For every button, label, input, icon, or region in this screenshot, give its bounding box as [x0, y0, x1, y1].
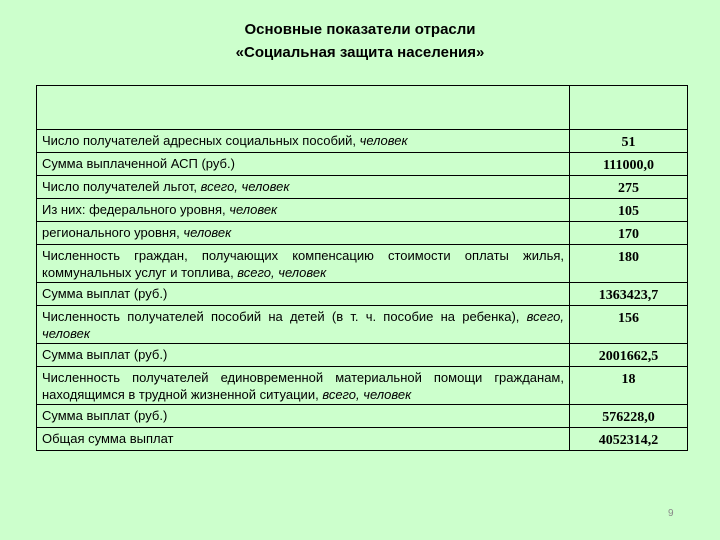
title-line-2: «Социальная защита населения»	[235, 44, 485, 61]
row-label: Сумма выплаченной АСП (руб.)	[37, 153, 570, 176]
row-label: Численность получателей пособий на детей (в т. ч. пособие на ребенка), всего, человек	[37, 306, 570, 344]
row-value: 156	[570, 306, 688, 344]
row-value: 576228,0	[570, 405, 688, 428]
page-number: 9	[668, 508, 674, 519]
row-value: 275	[570, 176, 688, 199]
row-unit: всего, человек	[237, 265, 327, 280]
row-value: 18	[570, 367, 688, 405]
row-unit: человек	[183, 225, 232, 240]
table-row	[37, 306, 688, 344]
row-value: 2001662,5	[570, 344, 688, 367]
row-value: 105	[570, 199, 688, 222]
header-cell-value	[570, 86, 688, 130]
row-value: 4052314,2	[570, 428, 688, 451]
table-row	[37, 130, 688, 153]
row-label: Число получателей адресных социальных пособий, человек	[37, 130, 570, 153]
table-row	[37, 222, 688, 245]
table-row	[37, 245, 688, 283]
row-label: Из них: федерального уровня, человек	[37, 199, 570, 222]
table-row	[37, 344, 688, 367]
row-value: 1363423,7	[570, 283, 688, 306]
row-value: 180	[570, 245, 688, 283]
table-row	[37, 283, 688, 306]
row-unit: всего, человек	[322, 387, 412, 402]
row-unit: всего, человек	[42, 309, 564, 341]
row-label: Общая сумма выплат	[37, 428, 570, 451]
row-label: Сумма выплат (руб.)	[37, 283, 570, 306]
indicators-table	[36, 85, 688, 451]
row-value: 170	[570, 222, 688, 245]
row-label: Число получателей льгот, всего, человек	[37, 176, 570, 199]
title-line-1: Основные показатели отрасли	[244, 21, 476, 38]
header-cell-label	[37, 86, 570, 130]
row-value: 51	[570, 130, 688, 153]
table-row	[37, 428, 688, 451]
row-label: Численность получателей единовременной материальной помощи гражданам, находящимся в трудной жизненной ситуации, всего, человек	[37, 367, 570, 405]
table-row	[37, 153, 688, 176]
table-header-row	[37, 86, 688, 130]
table-row	[37, 176, 688, 199]
row-unit: человек	[229, 202, 278, 217]
row-label: Сумма выплат (руб.)	[37, 405, 570, 428]
row-value: 111000,0	[570, 153, 688, 176]
row-label: Сумма выплат (руб.)	[37, 344, 570, 367]
table-row	[37, 405, 688, 428]
row-unit: человек	[359, 133, 408, 148]
row-label: Численность граждан, получающих компенсацию стоимости оплаты жилья, коммунальных услуг и топлива, всего, человек	[37, 245, 570, 283]
page-title	[0, 18, 720, 64]
table-row	[37, 199, 688, 222]
table-row	[37, 367, 688, 405]
row-label: регионального уровня, человек	[37, 222, 570, 245]
row-unit: всего, человек	[200, 179, 290, 194]
